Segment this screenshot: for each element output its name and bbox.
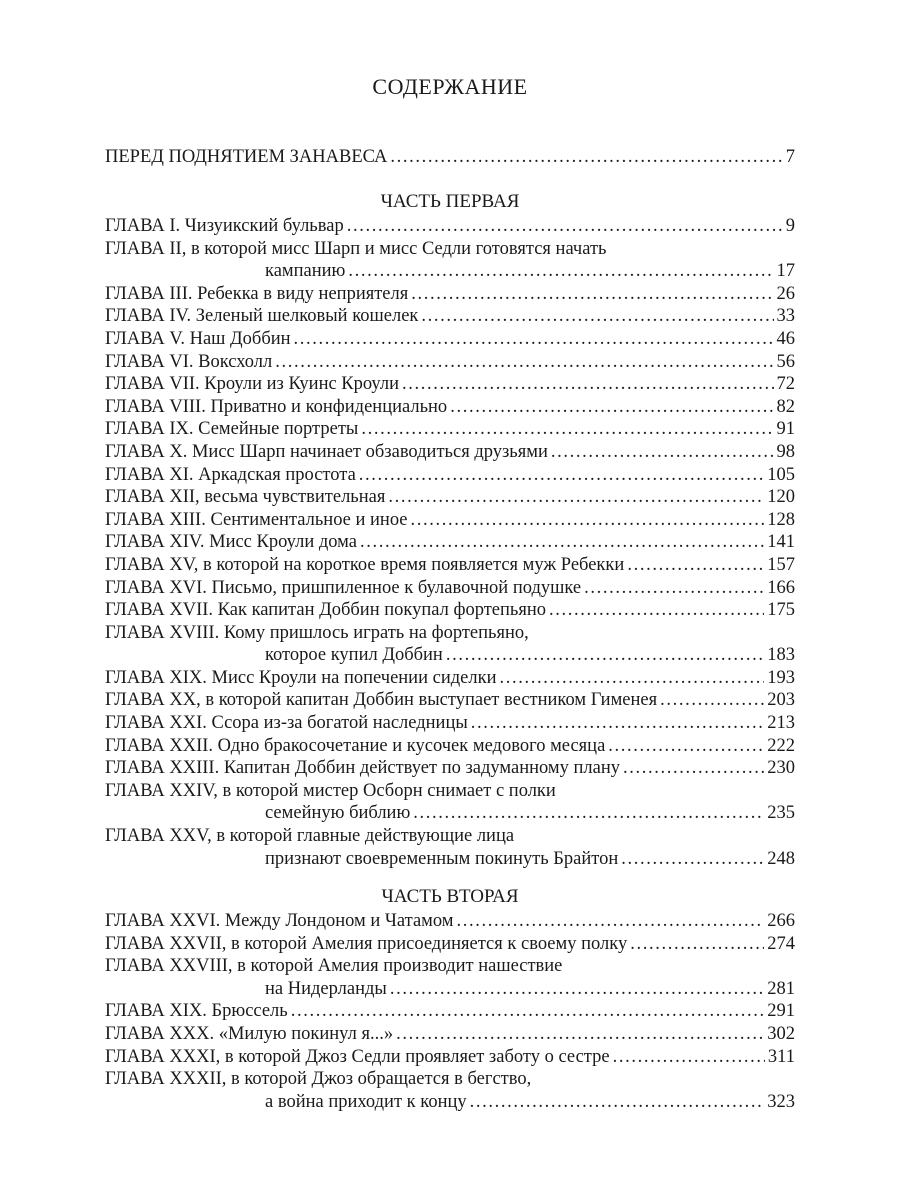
entry-title: ГЛАВА XI. Аркадская простота <box>105 464 356 485</box>
dot-leader <box>396 1023 764 1046</box>
entry-page-number: 175 <box>767 600 795 621</box>
entry-title: ГЛАВА XIII. Сентиментальное и иное <box>105 509 408 530</box>
toc-entry[interactable] <box>105 396 795 419</box>
dot-leader <box>499 667 764 690</box>
dot-leader <box>421 305 773 328</box>
toc-entry[interactable] <box>105 689 795 712</box>
dot-leader <box>347 215 783 238</box>
entry-title: ГЛАВА XIV. Мисс Кроули дома <box>105 532 357 553</box>
part-heading: ЧАСТЬ ПЕРВАЯ <box>380 191 520 212</box>
dot-leader <box>361 418 773 441</box>
toc-entry-continuation[interactable] <box>105 1091 795 1114</box>
toc-entry[interactable] <box>105 215 795 238</box>
toc-entry[interactable] <box>105 735 795 758</box>
entry-page-number: 56 <box>776 351 795 372</box>
toc-entry[interactable] <box>105 825 795 848</box>
toc-entry[interactable] <box>105 577 795 600</box>
page-title: СОДЕРЖАНИЕ <box>372 74 528 99</box>
entry-title: на Нидерланды <box>265 978 387 999</box>
entry-title: ГЛАВА V. Наш Доббин <box>105 328 291 349</box>
entry-title: ГЛАВА XXII. Одно бракосочетание и кусочек медового месяца <box>105 735 606 756</box>
dot-leader <box>470 1091 765 1114</box>
dot-leader <box>275 351 773 374</box>
entry-page-number: 91 <box>776 419 795 440</box>
entry-page-number: 291 <box>767 1001 795 1022</box>
entry-title: ГЛАВА XII, весьма чувствительная <box>105 487 386 508</box>
entry-title: ГЛАВА VII. Кроули из Куинс Кроули <box>105 374 400 395</box>
toc-entry[interactable] <box>105 531 795 554</box>
toc-entry[interactable] <box>105 554 795 577</box>
toc-entry[interactable] <box>105 373 795 396</box>
dot-leader <box>413 802 764 825</box>
dot-leader <box>551 441 774 464</box>
front-matter-section <box>105 146 795 169</box>
entry-title: ГЛАВА XXI. Ссора из-за богатой наследницы <box>105 713 468 734</box>
toc-entry[interactable] <box>105 933 795 956</box>
entry-title: ГЛАВА IX. Семейные портреты <box>105 419 359 440</box>
entry-page-number: 82 <box>776 396 795 417</box>
entry-page-number: 141 <box>767 532 795 553</box>
entry-title: ГЛАВА XVII. Как капитан Доббин покупал фортепьяно <box>105 600 547 621</box>
toc-entry[interactable] <box>105 1000 795 1023</box>
entry-page-number: 17 <box>776 261 795 282</box>
entry-page-number: 203 <box>767 690 795 711</box>
entry-title: признают своевременным покинуть Брайтон <box>265 848 619 869</box>
toc-entry[interactable] <box>105 1068 795 1091</box>
toc-entry-front-matter[interactable] <box>105 146 795 169</box>
toc-entry[interactable] <box>105 780 795 803</box>
entry-title: ГЛАВА XXXI, в которой Джоз Седли проявляет заботу о сестре <box>105 1046 610 1067</box>
toc-entry[interactable] <box>105 1046 795 1069</box>
dot-leader <box>348 260 773 283</box>
dot-leader <box>627 554 764 577</box>
dot-leader <box>584 577 764 600</box>
entry-title: ГЛАВА XXIII. Капитан Доббин действует по задуманному плану <box>105 758 620 779</box>
toc-entry[interactable] <box>105 757 795 780</box>
entry-title: ГЛАВА II, в которой мисс Шарп и мисс Седли готовятся начать <box>105 238 607 259</box>
entry-page-number: 248 <box>767 848 795 869</box>
toc-entry[interactable] <box>105 305 795 328</box>
entry-page-number: 9 <box>785 216 795 236</box>
toc-entry[interactable] <box>105 509 795 532</box>
entry-page-number: 281 <box>767 978 795 999</box>
dot-leader <box>411 283 773 306</box>
entry-page-number: 26 <box>776 283 795 304</box>
entry-page-number: 213 <box>767 713 795 734</box>
entry-page-number: 72 <box>776 374 795 395</box>
entry-title: ГЛАВА XIX. Брюссель <box>105 1001 288 1022</box>
dot-leader <box>390 146 782 169</box>
entry-page-number: 98 <box>776 441 795 462</box>
dot-leader <box>549 599 764 622</box>
entry-title: ГЛАВА XV, в которой на короткое время появляется муж Ребекки <box>105 554 625 575</box>
entry-page-number: 193 <box>767 667 795 688</box>
entry-title: ГЛАВА XX, в которой капитан Доббин выступает вестником Гименея <box>105 690 658 711</box>
toc-entry[interactable] <box>105 238 795 261</box>
toc-entry[interactable] <box>105 283 795 306</box>
entry-page-number: 33 <box>776 306 795 327</box>
entry-title: ГЛАВА XXVI. Между Лондоном и Чатамом <box>105 911 454 931</box>
dot-leader <box>471 712 764 735</box>
entry-page-number: 311 <box>767 1046 795 1067</box>
dot-leader <box>294 328 774 351</box>
toc-entry[interactable] <box>105 622 795 645</box>
entry-page-number: 235 <box>767 803 795 824</box>
toc-entry[interactable] <box>105 464 795 487</box>
part-one-section <box>105 189 795 870</box>
entry-page-number: 323 <box>767 1091 795 1112</box>
toc-entry[interactable] <box>105 418 795 441</box>
dot-leader <box>613 1046 765 1069</box>
toc-entry-continuation[interactable] <box>105 802 795 825</box>
toc-entry[interactable] <box>105 328 795 351</box>
entry-page-number: 183 <box>767 645 795 666</box>
toc-entry[interactable] <box>105 955 795 978</box>
entry-title: ГЛАВА I. Чизуикский бульвар <box>105 216 344 236</box>
dot-leader <box>621 848 764 871</box>
entry-title: ГЛАВА X. Мисс Шарп начинает обзаводиться друзьями <box>105 441 548 462</box>
toc-entry[interactable] <box>105 441 795 464</box>
dot-leader <box>630 933 764 956</box>
entry-title: ГЛАВА XVIII. Кому пришлось играть на фортепьяно, <box>105 622 529 643</box>
entry-title: ГЛАВА IV. Зеленый шелковый кошелек <box>105 306 419 327</box>
entry-page-number: 266 <box>767 911 795 931</box>
entry-title: ГЛАВА XVI. Письмо, пришпиленное к булавочной подушке <box>105 577 582 598</box>
entry-page-number: 222 <box>767 735 795 756</box>
entry-title: ГЛАВА XXX. «Милую покинул я...» <box>105 1023 394 1044</box>
dot-leader <box>608 735 764 758</box>
entry-title: семейную библию <box>265 803 411 824</box>
dot-leader <box>402 373 773 396</box>
part-two-section <box>105 884 795 1113</box>
entry-title: кампанию <box>265 261 346 282</box>
entry-page-number: 166 <box>767 577 795 598</box>
entry-page-number: 230 <box>767 758 795 779</box>
entry-page-number: 46 <box>776 328 795 349</box>
entry-title: ГЛАВА XIX. Мисс Кроули на попечении сиделки <box>105 667 497 688</box>
entry-title: а война приходит к концу <box>265 1091 467 1112</box>
dot-leader <box>660 689 764 712</box>
entry-page-number: 128 <box>767 509 795 530</box>
toc-entry[interactable] <box>105 1023 795 1046</box>
chapter-list <box>105 910 795 1113</box>
entry-title: ПЕРЕД ПОДНЯТИЕМ ЗАНАВЕСА <box>105 147 388 167</box>
entry-title: ГЛАВА III. Ребекка в виду неприятеля <box>105 283 409 304</box>
toc-entry-continuation[interactable] <box>105 848 795 871</box>
entry-title: ГЛАВА VIII. Приватно и конфиденциально <box>105 396 448 417</box>
entry-title: ГЛАВА XXXII, в которой Джоз обращается в бегство, <box>105 1069 532 1090</box>
dot-leader <box>359 464 764 487</box>
dot-leader <box>411 509 765 532</box>
entry-page-number: 302 <box>767 1023 795 1044</box>
toc-entry[interactable] <box>105 599 795 622</box>
chapter-list <box>105 215 795 870</box>
entry-page-number: 105 <box>767 464 795 485</box>
entry-title: ГЛАВА XXIV, в которой мистер Осборн снимает с полки <box>105 780 556 801</box>
toc-entry[interactable] <box>105 712 795 735</box>
toc-entry[interactable] <box>105 910 795 933</box>
dot-leader <box>450 396 773 419</box>
toc-entry[interactable] <box>105 351 795 374</box>
toc-entry-continuation[interactable] <box>105 644 795 667</box>
dot-leader <box>457 910 765 933</box>
entry-title: ГЛАВА XXVIII, в которой Амелия производит нашествие <box>105 956 563 977</box>
dot-leader <box>388 486 764 509</box>
entry-page-number: 274 <box>767 933 795 954</box>
dot-leader <box>390 978 764 1001</box>
entry-title: ГЛАВА XXV, в которой главные действующие лица <box>105 826 515 847</box>
entry-page-number: 7 <box>785 147 795 167</box>
dot-leader <box>360 531 764 554</box>
dot-leader <box>446 644 764 667</box>
toc-entry-continuation[interactable] <box>105 260 795 283</box>
dot-leader <box>623 757 764 780</box>
toc-entry[interactable] <box>105 486 795 509</box>
entry-title: ГЛАВА VI. Воксхолл <box>105 351 273 372</box>
entry-page-number: 120 <box>767 487 795 508</box>
toc-entry[interactable] <box>105 667 795 690</box>
entry-page-number: 157 <box>767 554 795 575</box>
entry-title: которое купил Доббин <box>265 645 443 666</box>
dot-leader <box>291 1000 765 1023</box>
toc-entry-continuation[interactable] <box>105 978 795 1001</box>
part-heading: ЧАСТЬ ВТОРАЯ <box>381 886 519 907</box>
entry-title: ГЛАВА XXVII, в которой Амелия присоединяется к своему полку <box>105 933 628 954</box>
